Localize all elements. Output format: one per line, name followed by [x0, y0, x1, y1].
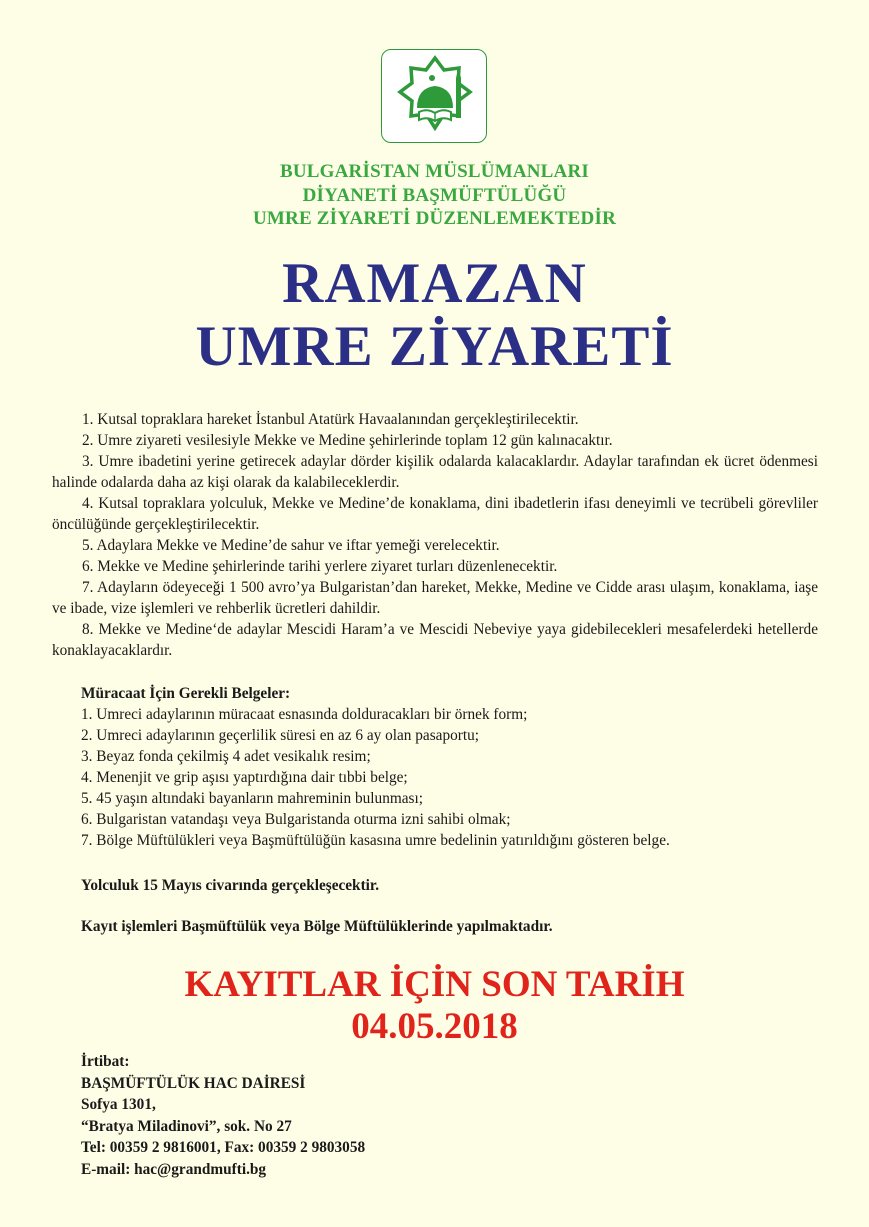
list-item: 1. Kutsal topraklara hareket İstanbul Atatürk Havaalanından gerçekleştirilecektir.	[82, 411, 579, 428]
org-line-3: UMRE ZİYARETİ DÜZENLEMEKTEDİR	[253, 208, 616, 229]
deadline	[0, 964, 869, 1048]
contact-city: Sofya 1301,	[81, 1096, 156, 1114]
document-item: 1. Umreci adaylarının müracaat esnasında dolduracakları bir örnek form;	[81, 706, 528, 723]
required-documents	[81, 683, 821, 851]
contact-heading: İrtibat:	[81, 1053, 130, 1070]
org-line-2: DİYANETİ BAŞMÜFTÜLÜĞÜ	[302, 184, 567, 206]
list-item: 5. Adaylara Mekke ve Medine’de sahur ve iftar yemeği verelecektir.	[82, 537, 500, 554]
list-item: 8. Mekke ve Medine‘de adaylar Mescidi Haram’a ve Mescidi Nebeviye yaya gidebilecekleri mesafelerdeki hetellerde konaklayacaklardır.	[52, 621, 818, 659]
document-item: 7. Bölge Müftülükleri veya Başmüftülüğün kasasına umre bedelinin yatırıldığını gösteren belge.	[81, 832, 670, 849]
mosque-star-book-icon	[382, 50, 488, 144]
info-list	[52, 409, 818, 661]
deadline-label: KAYITLAR İÇİN SON TARİH	[184, 964, 685, 1005]
document-item: 4. Menenjit ve grip aşısı yaptırdığına dair tıbbi belge;	[81, 769, 408, 786]
contact-block	[81, 1051, 681, 1181]
list-item: 7. Adayların ödeyeceği 1 500 avro’ya Bulgaristan’dan hareket, Mekke, Medine ve Cidde arası ulaşım, konaklama, iaşe ve ibade, vize işlemleri ve rehberlik ücretleri dahildir.	[52, 579, 818, 617]
title-line-2: UMRE ZİYARETİ	[195, 315, 674, 378]
list-item: 3. Umre ibadetini yerine getirecek adaylar dörder kişilik odalarda kalacaklardır. Adaylar tarafından ek ücret ödenmesi halinde odalarda daha az kişi olarak da kalabileceklerdir.	[52, 453, 818, 491]
document-item: 5. 45 yaşın altındaki bayanların mahreminin bulunması;	[81, 790, 423, 807]
contact-phone: Tel: 00359 2 9816001, Fax: 00359 2 9803058	[81, 1139, 366, 1157]
contact-street: “Bratya Miladinovi”, sok. No 27	[81, 1117, 292, 1135]
org-line-1: BULGARİSTAN MÜSLÜMANLARI	[279, 161, 589, 182]
documents-heading: Müracaat İçin Gerekli Belgeler:	[81, 685, 291, 702]
list-item: 6. Mekke ve Medine şehirlerinde tarihi yerlere ziyaret turları düzenlenecektir.	[82, 558, 558, 575]
contact-office: BAŞMÜFTÜLÜK HAC DAİRESİ	[81, 1074, 306, 1092]
title-line-1: RAMAZAN	[282, 252, 587, 315]
registration-note: Kayıt işlemleri Başmüftülük veya Bölge Müftülüklerinde yapılmaktadır.	[81, 918, 553, 935]
page-title	[0, 252, 869, 378]
list-item: 4. Kutsal topraklara yolculuk, Mekke ve Medine’de konaklama, dini ibadetlerin ifası deneyimli ve tecrübeli görevliler öncülüğünde gerçekleştirilecektir.	[52, 495, 818, 533]
document-item: 3. Beyaz fonda çekilmiş 4 adet vesikalık resim;	[81, 748, 371, 765]
logo	[381, 49, 487, 143]
deadline-date: 04.05.2018	[351, 1006, 518, 1047]
contact-email: E-mail: hac@grandmufti.bg	[81, 1160, 267, 1178]
document-item: 6. Bulgaristan vatandaşı veya Bulgaristanda oturma izni sahibi olmak;	[81, 811, 511, 828]
document-item: 2. Umreci adaylarının geçerlilik süresi en az 6 ay olan pasaportu;	[81, 727, 479, 744]
list-item: 2. Umre ziyareti vesilesiyle Mekke ve Medine şehirlerinde toplam 12 gün kalınacaktır.	[82, 432, 613, 449]
organization-header	[0, 160, 869, 231]
travel-note: Yolculuk 15 Mayıs civarında gerçekleşecektir.	[81, 877, 380, 894]
